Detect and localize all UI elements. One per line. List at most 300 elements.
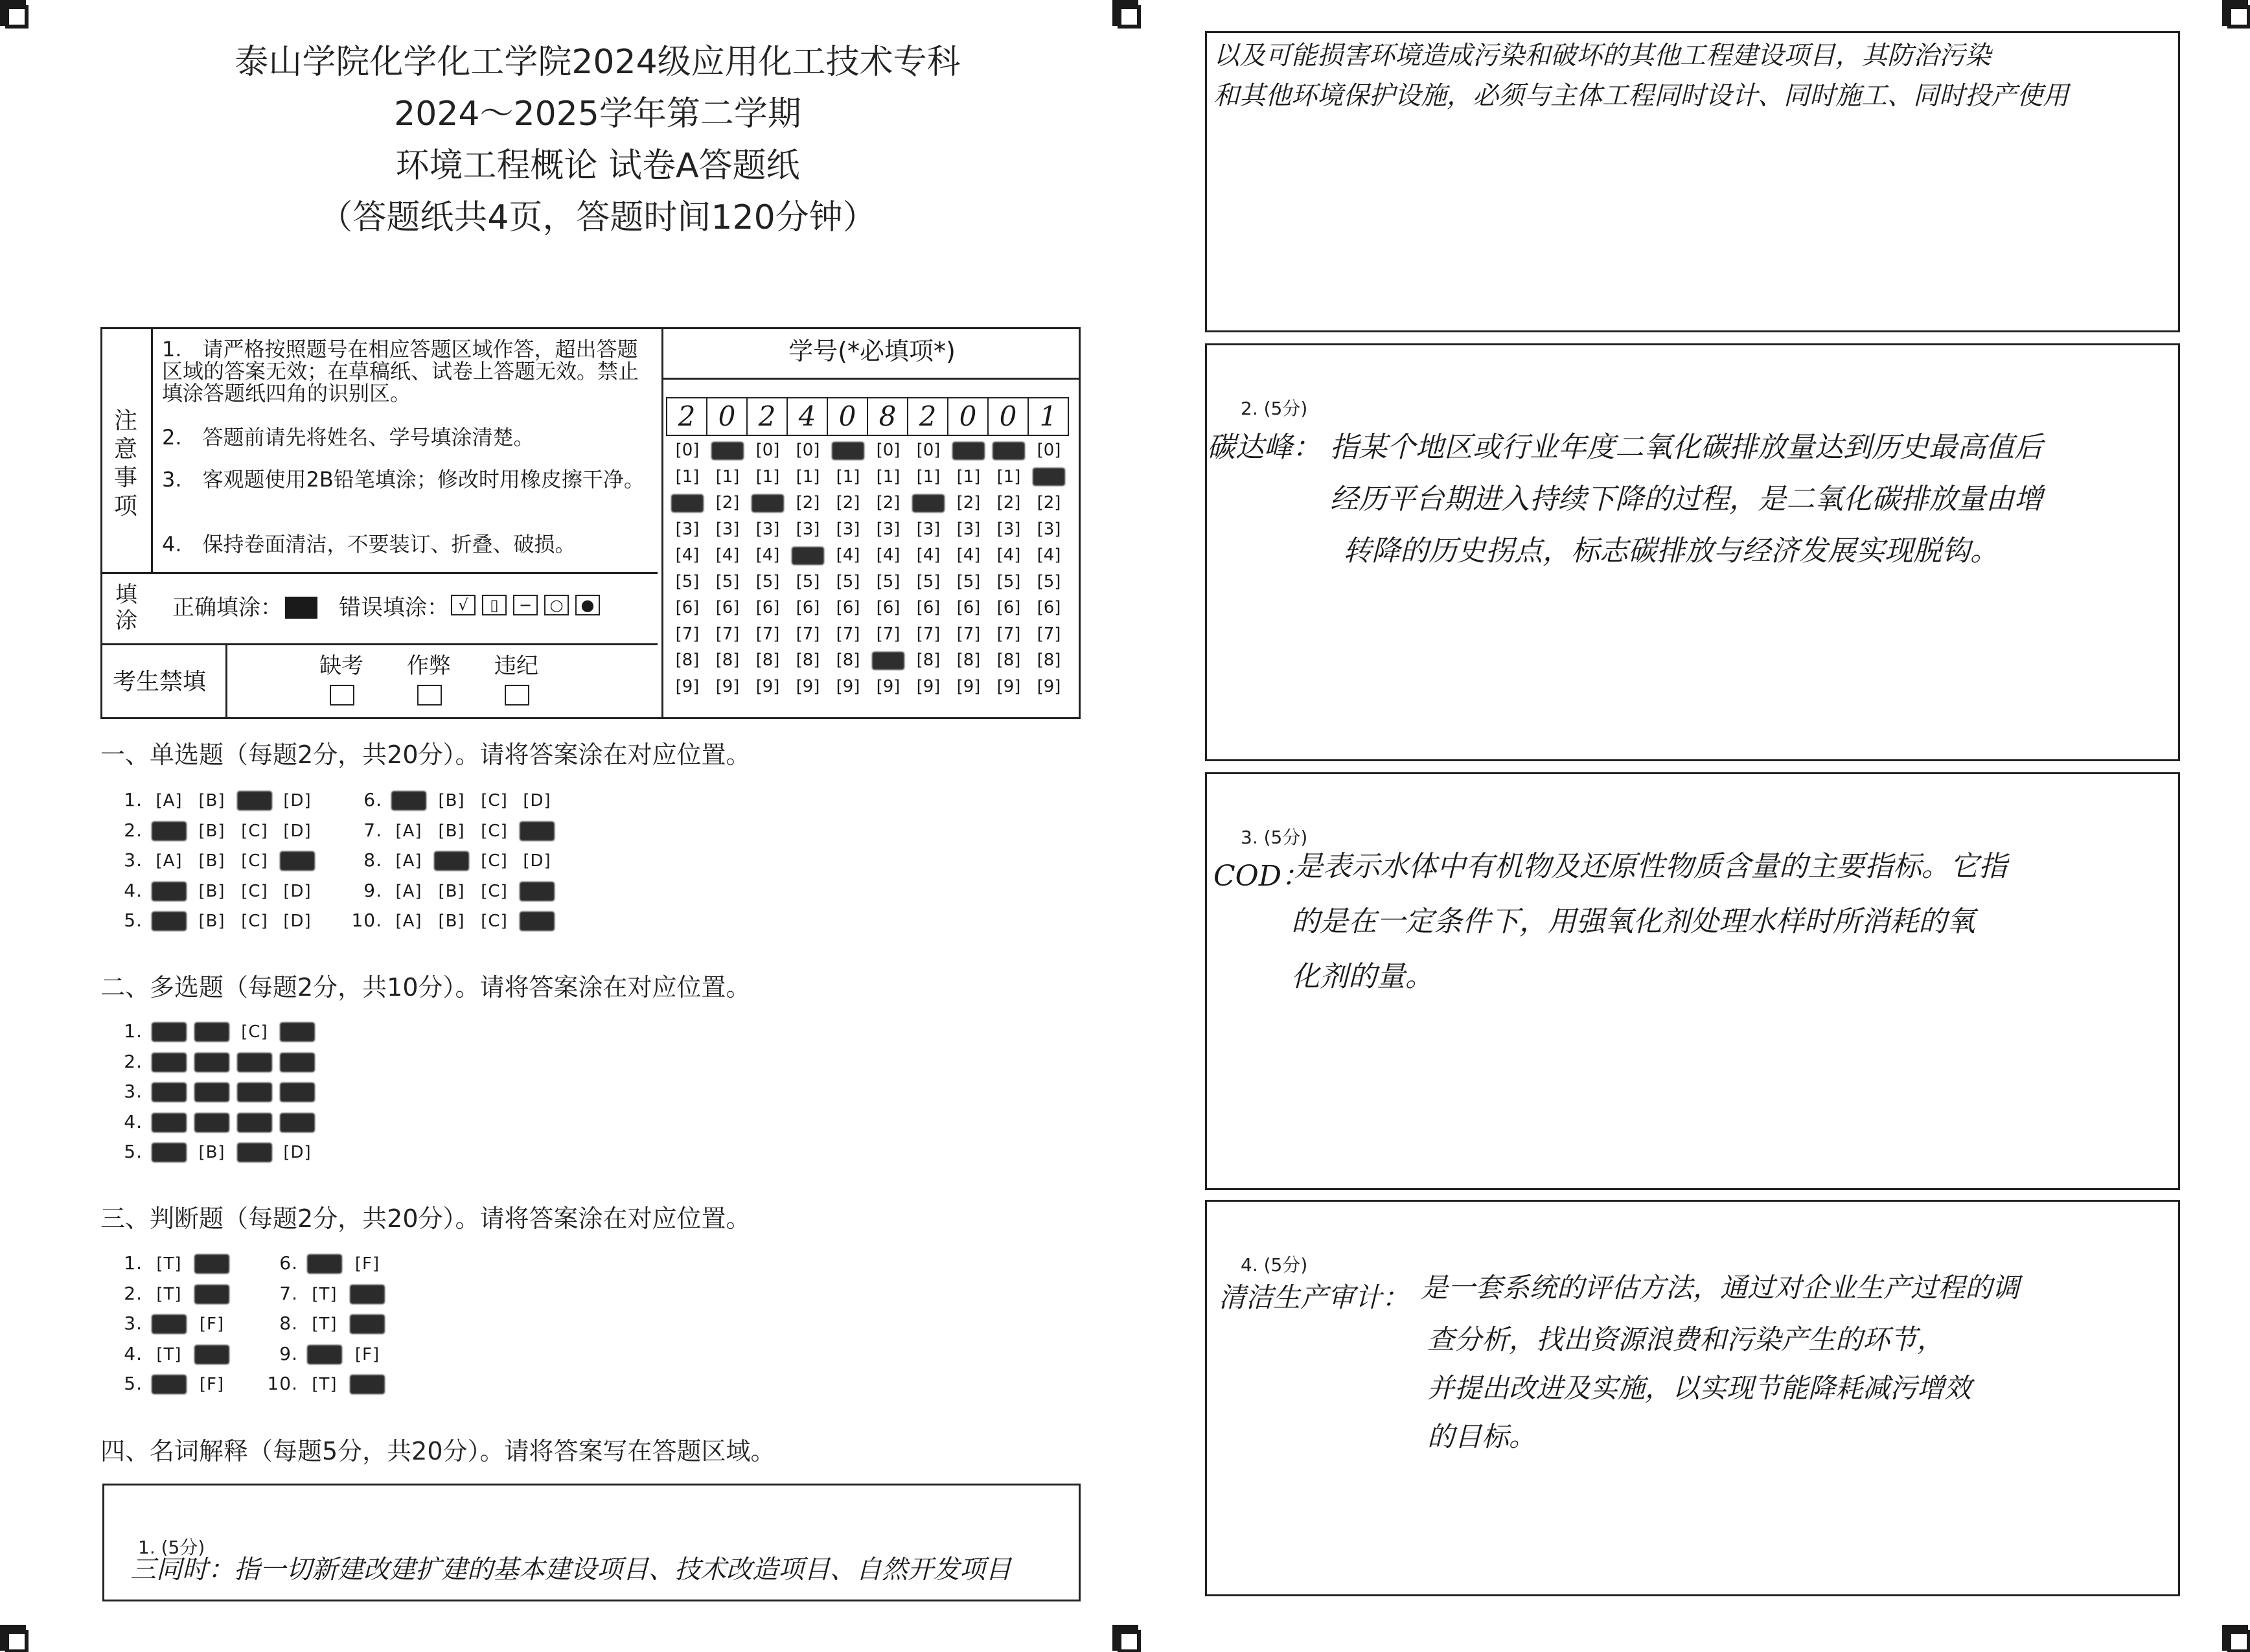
answer-bubble[interactable]: [F] [354,1344,380,1364]
section-single-choice: 一、单选题（每题2分，共20分）。请将答案涂在对应位置。 [100,740,751,769]
forbidden-cheat-label: 作弊 [407,653,451,679]
single-question-row [104,846,319,875]
fill-label: 填涂 [115,582,137,634]
answer-bubble[interactable]: [C] [241,881,268,901]
student-id-bubble-grid [667,437,1069,700]
student-id-bubble[interactable]: [0] [675,441,700,460]
answer-bubble[interactable]: [B] [438,881,465,901]
student-id-bubble-filled[interactable] [832,442,864,460]
student-id-digit-cell[interactable]: 2 [667,398,707,435]
answer-bubble[interactable]: [D] [523,791,551,810]
answer-bubble-filled[interactable] [152,1053,187,1072]
student-id-bubble-row [667,569,1069,595]
student-id-digit-cell[interactable]: 0 [948,398,989,435]
question-number: 10. [267,1373,298,1394]
answer-bubble-filled[interactable] [520,882,555,901]
answer-bubble-filled[interactable] [520,912,555,931]
student-id-bubble[interactable]: [5] [836,571,860,591]
answer-bubble-filled[interactable] [152,882,187,901]
answer-bubble-filled[interactable] [307,1345,342,1364]
student-id-bubble[interactable]: [6] [956,598,981,617]
corner-mark-top-right [2222,0,2248,26]
answer-bubble[interactable]: [B] [438,791,465,810]
student-id-bubble-row [667,516,1069,543]
answer-bubble-filled[interactable] [434,851,469,871]
question-number: 2. [124,819,143,841]
answer-bubble[interactable]: [T] [156,1344,182,1364]
answer-bubble-filled[interactable] [152,1083,187,1102]
question-number: 1. [124,1252,143,1274]
student-id-bubble[interactable]: [1] [916,466,941,487]
student-id-bubble[interactable]: [5] [755,571,780,591]
student-id-bubble-filled[interactable] [1033,468,1065,486]
single-question-row [104,786,319,814]
student-id-bubble[interactable]: [2] [836,493,860,512]
question-number: 4. [124,1342,143,1364]
answer-bubble-filled[interactable] [350,1314,385,1334]
q1-continued-line-1: 以及可能损害环境造成污染和破坏的其他工程建设项目，其防治污染 [1213,41,1991,71]
answer-bubble[interactable]: [C] [481,791,508,810]
student-id-bubble[interactable]: [1] [996,466,1021,487]
student-id-bubble[interactable]: [6] [796,598,820,617]
student-id-bubble[interactable]: [6] [1037,598,1061,617]
violation-checkbox[interactable] [505,685,529,706]
q4-answer-line-3: 并提出改进及实施，以实现节能降耗减污增效 [1427,1372,1972,1404]
student-id-bubble[interactable]: [2] [796,493,820,512]
answer-bubble[interactable]: [D] [283,1143,312,1162]
q1-answer-line-1: 三同时：指一切新建改建扩建的基本建设项目、技术改造项目、自然开发项目 [130,1555,1011,1585]
student-id-bubble-filled[interactable] [952,442,985,460]
answer-bubble[interactable]: [D] [283,821,312,841]
student-id-bubble[interactable]: [9] [675,676,700,696]
student-id-bubble-row [667,621,1069,648]
student-id-bubble[interactable]: [3] [675,519,700,539]
q4-score-label: 4. (5分) [1241,1254,1308,1276]
answer-bubble-filled[interactable] [520,821,555,841]
answer-bubble[interactable]: [A] [395,912,422,931]
student-id-bubble[interactable]: [3] [796,519,820,539]
student-id-bubble[interactable]: [2] [715,493,740,512]
student-id-bubble[interactable]: [5] [876,571,901,591]
student-id-bubble-row [667,674,1069,700]
judge-question-row [259,1370,389,1398]
corner-mark-bottom-right [2222,1625,2248,1651]
q3-score-label: 3. (5分) [1241,827,1308,848]
student-id-bubble[interactable]: [9] [956,676,981,696]
question-number: 1. [124,1020,143,1042]
judge-question-row [259,1249,389,1278]
student-id-bubble[interactable]: [2] [1037,493,1061,512]
student-id-bubble[interactable]: [8] [796,650,820,670]
student-id-bubble[interactable]: [3] [836,519,860,539]
answer-bubble-filled[interactable] [350,1375,385,1394]
answer-bubble[interactable]: [C] [481,912,508,931]
student-id-bubble[interactable]: [8] [755,650,780,670]
answer-bubble[interactable]: [A] [395,851,422,871]
multi-question-row [104,1017,319,1046]
student-id-bubble[interactable]: [3] [876,519,901,539]
answer-box-q1-continued [1205,31,2180,332]
wrong-mark-circle: ○ [544,595,569,615]
judge-question-row [104,1340,233,1368]
notice-item-2: 2. 答题前请先将姓名、学号填涂清楚。 [162,425,534,450]
student-id-bubble-filled[interactable] [993,442,1025,460]
forbidden-absent [319,653,363,706]
forbidden-label: 考生禁填 [113,669,207,695]
answer-bubble-filled[interactable] [152,1314,187,1334]
student-id-bubble[interactable]: [1] [715,466,740,487]
answer-bubble[interactable]: [B] [198,821,225,841]
student-id-bubble[interactable]: [4] [715,545,740,565]
student-id-bubble[interactable]: [5] [916,571,941,591]
student-id-bubble[interactable]: [0] [796,441,820,460]
answer-bubble-filled[interactable] [194,1083,229,1102]
student-id-bubble[interactable]: [8] [675,650,700,670]
answer-bubble[interactable]: [D] [283,912,312,931]
answer-box-q2 [1205,343,2180,761]
student-id-bubble[interactable]: [4] [916,545,941,565]
answer-bubble[interactable]: [C] [481,821,508,841]
student-id-bubble[interactable]: [8] [996,650,1021,670]
student-id-bubble[interactable]: [1] [836,466,860,487]
student-id-bubble[interactable]: [9] [715,676,740,696]
student-id-bubble-filled[interactable] [912,494,945,512]
judge-question-row [104,1249,233,1278]
student-id-digit-cell[interactable]: 0 [828,398,868,435]
title-line-1: 泰山学院化学化工学院2024级应用化工技术专科 [235,43,961,82]
answer-bubble-filled[interactable] [237,791,272,810]
question-number: 3. [124,849,143,871]
student-id-bubble[interactable]: [5] [1037,571,1061,591]
wrong-mark-dash: − [513,595,538,615]
answer-bubble[interactable]: [D] [523,851,551,871]
student-id-bubble-filled[interactable] [872,652,904,670]
student-id-bubble-filled[interactable] [792,547,824,565]
title-line-3: 环境工程概论 试卷A答题纸 [395,146,800,185]
question-number: 1. [124,789,143,810]
single-question-row [343,816,558,845]
answer-bubble-filled[interactable] [152,1375,187,1394]
student-id-bubble[interactable]: [7] [836,624,860,644]
answer-bubble-filled[interactable] [237,1143,272,1162]
student-id-digit-cell[interactable]: 0 [707,398,748,435]
q2-score-label: 2. (5分) [1241,398,1308,419]
q3-answer-line-3: 化剂的量。 [1291,960,1434,993]
section-definitions: 四、名词解释（每题5分，共20分）。请将答案写在答题区域。 [100,1437,775,1465]
student-id-bubble[interactable]: [6] [715,598,740,617]
answer-box-q1 [102,1484,1081,1601]
student-id-bubble[interactable]: [9] [876,676,901,696]
student-id-bubble[interactable]: [5] [675,571,700,591]
student-id-bubble[interactable]: [6] [996,598,1021,617]
answer-bubble[interactable]: [A] [395,881,422,901]
student-id-bubble[interactable]: [0] [876,441,901,460]
answer-bubble-filled[interactable] [194,1022,229,1042]
student-id-bubble[interactable]: [8] [715,650,740,670]
student-id-bubble[interactable]: [4] [996,545,1021,565]
question-number: 9. [279,1342,298,1364]
question-number: 5. [124,1141,143,1162]
wrong-mark-bar: ▯ [482,595,507,615]
single-question-row [104,906,319,935]
answer-box-q3 [1205,772,2180,1190]
exam-title [104,36,1092,244]
student-id-bubble[interactable]: [7] [675,624,700,644]
student-id-bubble[interactable]: [6] [916,598,941,617]
student-id-bubble[interactable]: [6] [836,598,860,617]
question-number: 3. [124,1081,143,1102]
answer-bubble[interactable]: [C] [481,851,508,871]
q3-term: COD： [1213,860,1311,893]
single-question-row [343,786,558,814]
student-id-bubble[interactable]: [1] [796,466,820,487]
q1-continued-line-2: 和其他环境保护设施，必须与主体工程同时设计、同时施工、同时投产使用 [1213,81,2069,111]
answer-bubble[interactable]: [D] [283,791,312,810]
student-id-bubble[interactable]: [0] [916,441,941,460]
multi-question-row [104,1108,319,1136]
forbidden-violation [494,653,538,706]
student-id-bubble[interactable]: [3] [956,519,981,539]
corner-mark-top-middle [1112,0,1138,26]
question-number: 5. [124,910,143,931]
single-question-row [343,906,558,935]
judge-question-row [259,1340,389,1368]
student-id-bubble[interactable]: [3] [715,519,740,539]
student-id-bubble-row [667,595,1069,621]
fill-correct-sample [285,597,317,619]
student-id-bubble[interactable]: [1] [755,466,780,487]
cheat-checkbox[interactable] [417,685,442,706]
student-id-bubble[interactable]: [8] [916,650,941,670]
student-id-bubble[interactable]: [8] [1037,650,1061,670]
student-id-bubble[interactable]: [4] [1037,545,1061,565]
student-id-bubble[interactable]: [6] [876,598,901,617]
student-id-digit-cell[interactable]: 4 [788,398,828,435]
section-true-false: 三、判断题（每题2分，共20分）。请将答案涂在对应位置。 [100,1204,751,1233]
fill-wrong-label: 错误填涂： [339,595,449,621]
answer-bubble[interactable]: [F] [354,1254,380,1274]
student-id-bubble[interactable]: [9] [755,676,780,696]
student-id-bubble-filled[interactable] [752,494,784,512]
answer-bubble[interactable]: [T] [156,1284,182,1304]
question-number: 6. [279,1252,298,1274]
question-number: 10. [351,910,382,931]
judge-question-row [259,1279,389,1308]
answer-bubble-filled[interactable] [194,1285,229,1304]
student-id-bubble-filled[interactable] [711,442,744,460]
absent-checkbox[interactable] [330,685,354,706]
answer-bubble[interactable]: [B] [198,881,225,901]
answer-bubble[interactable]: [C] [241,912,268,931]
answer-bubble-filled[interactable] [280,1113,315,1132]
student-id-bubble-row [667,542,1069,569]
answer-bubble[interactable]: [C] [241,851,268,871]
answer-box-q4 [1205,1200,2180,1596]
student-id-bubble[interactable]: [9] [916,676,941,696]
student-id-bubble[interactable]: [7] [956,624,981,644]
student-id-bubble[interactable]: [7] [916,624,941,644]
question-number: 2. [124,1282,143,1304]
wrong-mark-dot: ● [575,595,600,615]
answer-bubble[interactable]: [T] [312,1314,338,1334]
answer-bubble-filled[interactable] [237,1053,272,1072]
student-id-bubble[interactable]: [5] [715,571,740,591]
student-id-bubble[interactable]: [5] [956,571,981,591]
student-id-bubble[interactable]: [2] [956,493,981,512]
forbidden-violation-label: 违纪 [494,653,538,679]
student-id-bubble[interactable]: [7] [715,624,740,644]
title-line-4: （答题纸共4页，答题时间120分钟） [319,198,877,237]
answer-bubble[interactable]: [A] [155,791,183,810]
answer-bubble-filled[interactable] [307,1254,342,1274]
notice-item-1: 1. 请严格按照题号在相应答题区域作答，超出答题区域的答案无效；在草稿纸、试卷上答题无效。禁止填涂答题纸四角的识别区。 [162,337,639,406]
multi-question-row [104,1048,319,1076]
student-id-bubble-row [667,464,1069,490]
answer-bubble[interactable]: [A] [395,821,422,841]
multi-question-row [104,1138,319,1166]
single-question-row [104,877,319,905]
student-id-bubble[interactable]: [7] [796,624,820,644]
student-id-digit-cell[interactable]: 0 [989,398,1029,435]
q4-answer-line-2: 查分析，找出资源浪费和污染产生的环节， [1427,1324,1945,1355]
student-id-bubble[interactable]: [0] [755,441,780,460]
q4-answer-line-4: 的目标。 [1427,1421,1537,1452]
answer-bubble-filled[interactable] [152,1022,187,1042]
student-id-bubble[interactable]: [7] [1037,624,1061,644]
fill-correct-label: 正确填涂： [172,595,282,621]
section-multi-choice: 二、多选题（每题2分，共10分）。请将答案涂在对应位置。 [100,973,751,1002]
question-number: 7. [363,819,382,841]
answer-bubble[interactable]: [C] [241,821,268,841]
question-number: 8. [363,849,382,871]
answer-bubble-filled[interactable] [194,1254,229,1274]
q2-answer-line-2: 经历平台期进入持续下降的过程，是二氧化碳排放量由增 [1330,483,2043,516]
answer-bubble-filled[interactable] [350,1285,385,1304]
q3-answer-line-2: 的是在一定条件下，用强氧化剂处理水样时所消耗的氧 [1291,905,1975,938]
answer-bubble-filled[interactable] [152,1113,187,1132]
question-number: 7. [279,1282,298,1304]
answer-bubble[interactable]: [C] [481,881,508,901]
notice-item-3: 3. 客观题使用2B铅笔填涂；修改时用橡皮擦干净。 [162,467,645,492]
student-id-bubble[interactable]: [4] [675,545,700,565]
student-id-bubble[interactable]: [6] [675,598,700,617]
answer-bubble[interactable]: [F] [199,1314,225,1334]
answer-bubble[interactable]: [F] [199,1375,225,1394]
student-id-bubble[interactable]: [4] [876,545,901,565]
student-id-bubble[interactable]: [4] [755,545,780,565]
answer-bubble-filled[interactable] [280,1022,315,1042]
answer-bubble[interactable]: [T] [156,1254,182,1274]
student-id-bubble[interactable]: [3] [996,519,1021,539]
answer-bubble-filled[interactable] [194,1053,229,1072]
question-number: 4. [124,879,143,901]
student-id-bubble[interactable]: [7] [755,624,780,644]
answer-bubble-filled[interactable] [237,1113,272,1132]
answer-bubble[interactable]: [T] [312,1375,338,1394]
student-id-bubble-filled[interactable] [671,494,704,512]
student-id-bubble[interactable]: [5] [996,571,1021,591]
student-id-label: 学号(*必填项*) [788,337,956,365]
student-id-bubble[interactable]: [8] [836,650,860,670]
student-id-bubble[interactable]: [1] [876,466,901,487]
student-id-digit-cell[interactable]: 2 [748,398,788,435]
student-id-digit-cell[interactable]: 2 [908,398,948,435]
q4-term: 清洁生产审计： [1219,1281,1410,1313]
student-id-bubble[interactable]: [9] [836,676,860,696]
student-id-bubble[interactable]: [0] [1037,441,1061,460]
question-number: 6. [363,789,382,810]
student-id-bubble[interactable]: [3] [1037,519,1061,539]
student-id-bubble[interactable]: [3] [755,519,780,539]
judge-question-row [104,1309,233,1338]
single-question-row [343,877,558,905]
student-id-bubble[interactable]: [9] [796,676,820,696]
single-question-row [104,816,319,845]
student-id-bubble[interactable]: [2] [876,493,901,512]
student-id-bubble[interactable]: [9] [1037,676,1061,696]
answer-bubble-filled[interactable] [391,791,426,810]
student-id-bubble[interactable]: [3] [916,519,941,539]
answer-bubble[interactable]: [B] [198,912,225,931]
corner-mark-bottom-left [0,1625,26,1651]
student-id-bubble[interactable]: [4] [836,545,860,565]
answer-bubble[interactable]: [A] [155,851,183,871]
answer-bubble[interactable]: [B] [198,851,225,871]
answer-bubble-filled[interactable] [152,821,187,841]
student-id-bubble[interactable]: [2] [996,493,1021,512]
answer-bubble-filled[interactable] [152,912,187,931]
student-id-bubble[interactable]: [4] [956,545,981,565]
answer-bubble[interactable]: [B] [198,791,225,810]
student-id-bubble[interactable]: [5] [796,571,820,591]
answer-bubble-filled[interactable] [237,1083,272,1102]
student-id-bubble[interactable]: [8] [956,650,981,670]
student-id-cells [666,397,1069,436]
student-id-bubble[interactable]: [6] [755,598,780,617]
answer-bubble-filled[interactable] [280,851,315,871]
student-id-bubble[interactable]: [1] [675,466,700,487]
q1-score-label: 1. (5分) [138,1537,205,1558]
answer-bubble-filled[interactable] [280,1083,315,1102]
answer-bubble[interactable]: [D] [283,881,312,901]
answer-bubble-filled[interactable] [194,1345,229,1364]
notice-item-4: 4. 保持卷面清洁，不要装订、折叠、破损。 [162,532,576,556]
answer-bubble-filled[interactable] [194,1113,229,1132]
student-id-digit-cell[interactable]: 1 [1029,398,1069,435]
multi-question-row [104,1077,319,1106]
question-number: 5. [124,1373,143,1394]
student-id-bubble[interactable]: [7] [996,624,1021,644]
answer-bubble[interactable]: [C] [241,1022,268,1042]
student-id-digit-cell[interactable]: 8 [868,398,908,435]
student-id-bubble-row [667,490,1069,516]
answer-bubble[interactable]: [B] [438,912,465,931]
answer-bubble[interactable]: [B] [198,1143,225,1162]
answer-bubble[interactable]: [T] [312,1284,338,1304]
question-number: 3. [124,1313,143,1334]
title-line-2: 2024～2025学年第二学期 [394,95,801,133]
q2-answer-line-1: 指某个地区或行业年度二氧化碳排放量达到历史最高值后 [1330,431,2043,464]
question-number: 4. [124,1110,143,1132]
wrong-mark-check: √ [451,595,476,615]
student-id-bubble[interactable]: [9] [996,676,1021,696]
answer-bubble-filled[interactable] [152,1143,187,1162]
answer-bubble[interactable]: [B] [438,821,465,841]
answer-bubble-filled[interactable] [280,1053,315,1072]
student-id-bubble[interactable]: [7] [876,624,901,644]
single-question-row [343,846,558,875]
student-id-bubble[interactable]: [1] [956,466,981,487]
